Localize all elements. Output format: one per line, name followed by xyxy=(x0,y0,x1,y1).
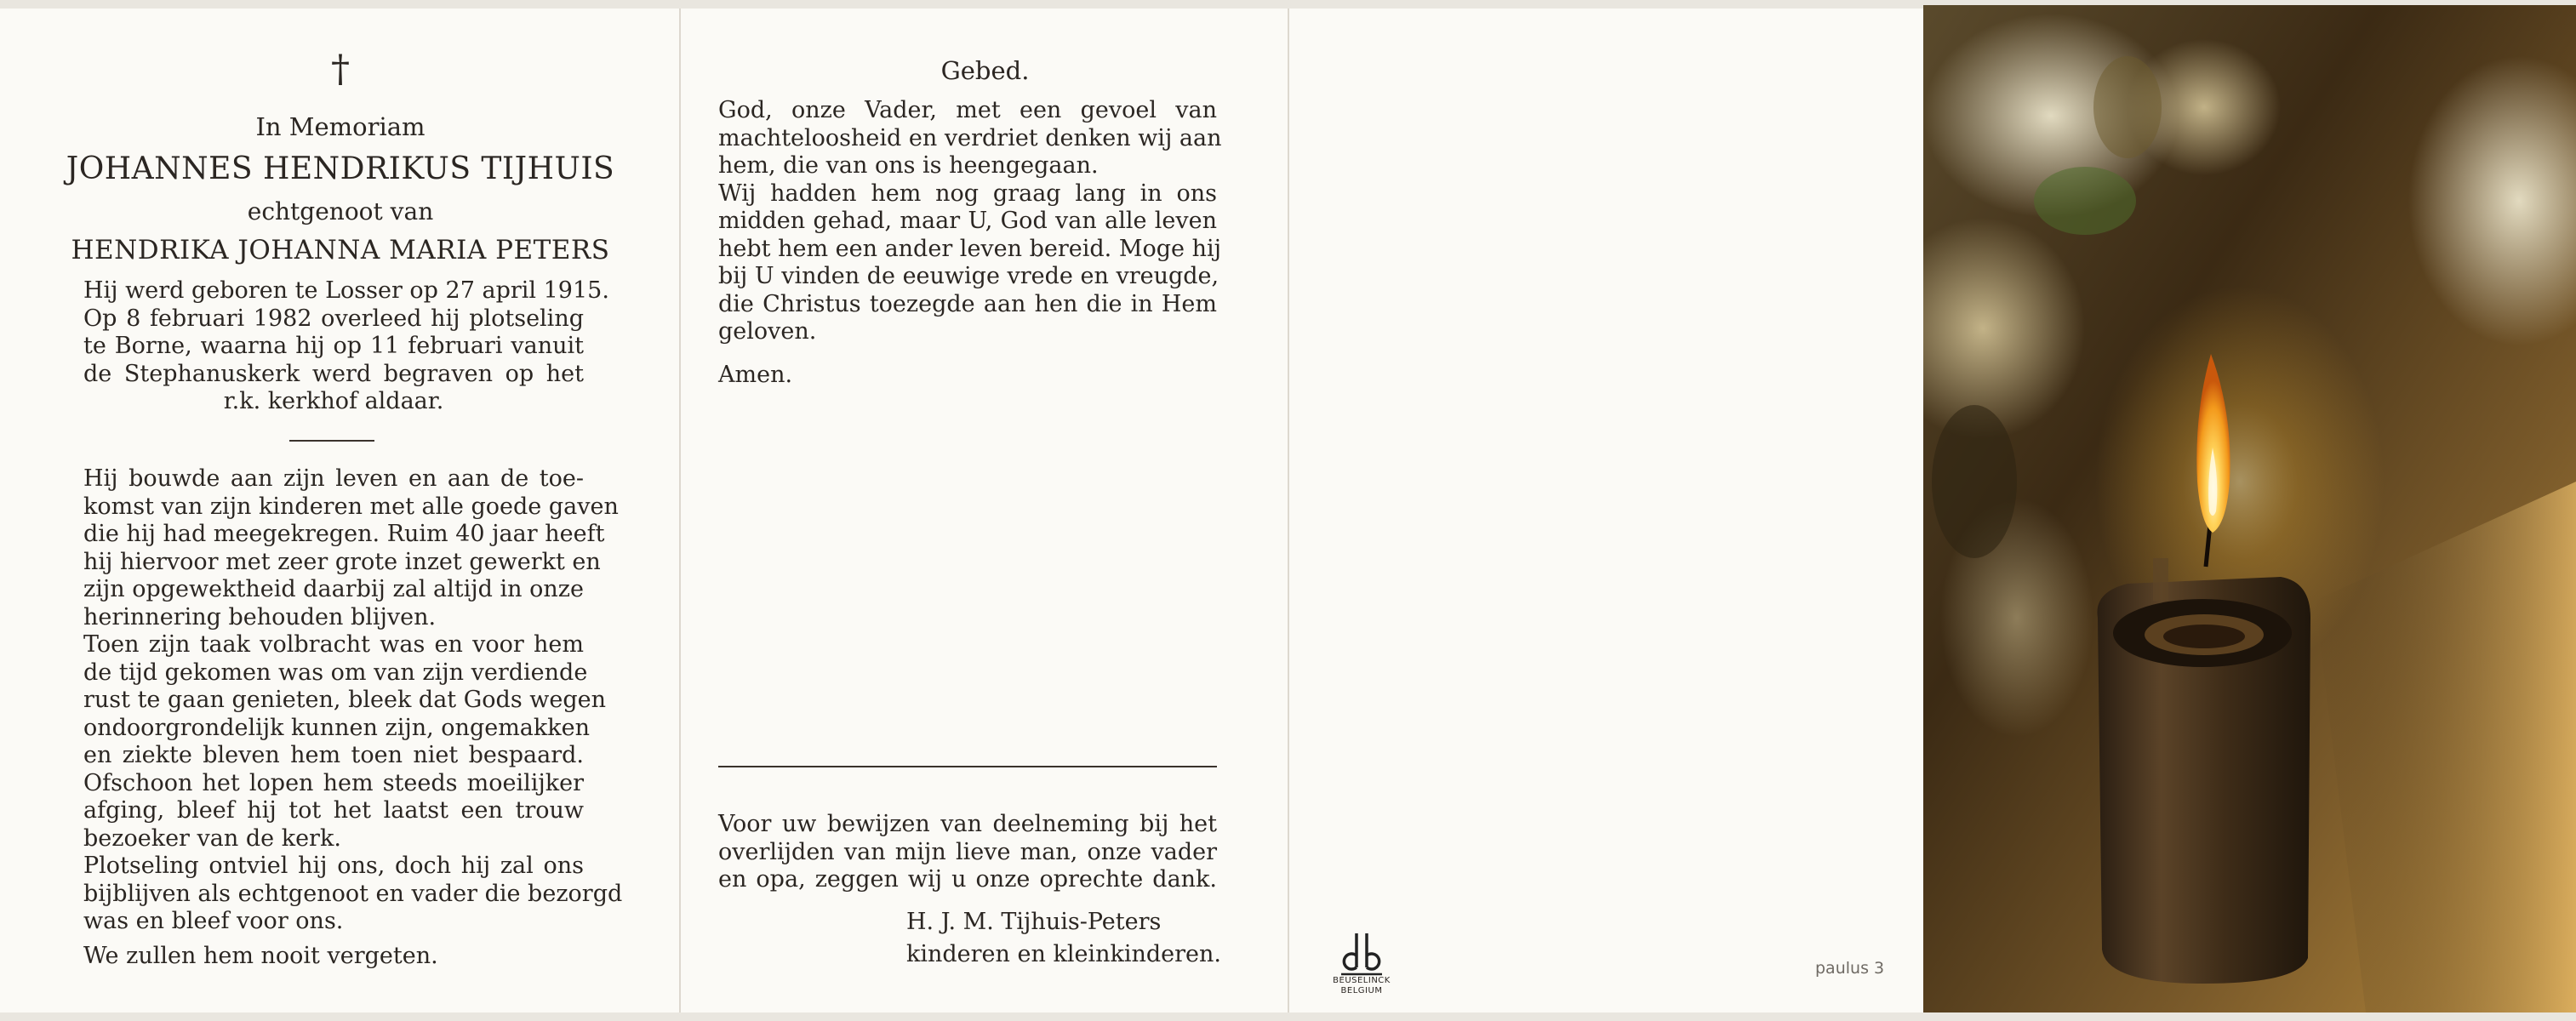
bio-line: Op 8 februari 1982 overleed hij plotseling xyxy=(83,305,584,332)
prayer-line: machteloosheid en verdriet denken wij aan xyxy=(718,124,1222,151)
tribute-line: die hij had meegekregen. Ruim 40 jaar heeft xyxy=(83,521,605,547)
amen-line: Amen. xyxy=(718,362,793,388)
section-divider xyxy=(289,440,374,442)
publisher-country: BELGIUM xyxy=(1340,986,1383,995)
signature-family: kinderen en kleinkinderen. xyxy=(906,941,1221,967)
prayer-panel xyxy=(681,9,1289,1012)
publisher-logo-icon xyxy=(1336,930,1387,981)
in-memoriam-heading: In Memoriam xyxy=(255,112,426,141)
tribute-line: was en bleef voor ons. xyxy=(83,908,344,934)
bio-line: Hij werd geboren te Losser op 27 april 1915. xyxy=(83,277,609,304)
prayer-line: hebt hem een ander leven bereid. Moge hij xyxy=(718,235,1221,262)
prayer-line: geloven. xyxy=(718,318,817,345)
prayer-line: hem, die van ons is heengegaan. xyxy=(718,152,1099,179)
section-divider xyxy=(718,766,1217,767)
back-panel xyxy=(1289,9,1923,1012)
tribute-line: Plotseling ontviel hij ons, doch hij zal ons xyxy=(83,853,584,879)
prayer-title: Gebed. xyxy=(940,56,1030,85)
candle-flame-photo xyxy=(1923,5,2576,1012)
prayer-paragraph xyxy=(718,97,1222,346)
spouse-label: echtgenoot van xyxy=(247,197,434,225)
prayer-line: God, onze Vader, met een gevoel van xyxy=(718,97,1217,123)
bio-line: de Stephanuskerk werd begraven op het xyxy=(83,360,584,387)
tribute-line: Toen zijn taak volbracht was en voor hem xyxy=(83,631,584,658)
closing-line: We zullen hem nooit vergeten. xyxy=(83,943,438,969)
tribute-line: herinnering behouden blijven. xyxy=(83,603,437,630)
tribute-line: de tijd gekomen was om van zijn verdiende xyxy=(83,659,588,686)
tribute-paragraph xyxy=(83,465,623,936)
tribute-line: rust te gaan genieten, bleek dat Gods wegen xyxy=(83,687,607,713)
prayer-line: midden gehad, maar U, God van alle leven xyxy=(718,208,1217,234)
cross-icon: † xyxy=(331,48,350,91)
thanks-paragraph xyxy=(718,811,1217,894)
series-label: paulus 3 xyxy=(1815,959,1885,978)
prayer-line: Wij hadden hem nog graag lang in ons xyxy=(718,180,1217,207)
tribute-line: en ziekte bleven hem toen niet bespaard. xyxy=(83,742,584,768)
tribute-line: bijblijven als echtgenoot en vader die bezorgd xyxy=(83,880,623,907)
spouse-name: HENDRIKA JOHANNA MARIA PETERS xyxy=(71,235,610,265)
prayer-line: bij U vinden de eeuwige vrede en vreugde, xyxy=(718,263,1219,289)
memorial-panel xyxy=(0,9,681,1012)
tribute-line: afging, bleef hij tot het laatst een trouw xyxy=(83,797,584,824)
thanks-line: overlijden van mijn lieve man, onze vader xyxy=(718,838,1217,865)
bio-line: r.k. kerkhof aldaar. xyxy=(223,388,444,414)
tribute-line: Ofschoon het lopen hem steeds moeilijker xyxy=(83,769,584,796)
candle-photo xyxy=(1923,5,2576,1012)
signature-name: H. J. M. Tijhuis-Peters xyxy=(906,909,1162,935)
biography-paragraph xyxy=(83,277,609,416)
tribute-line: komst van zijn kinderen met alle goede gaven xyxy=(83,493,619,520)
thanks-line: Voor uw bewijzen van deelneming bij het xyxy=(718,811,1217,837)
tribute-line: Hij bouwde aan zijn leven en aan de toe- xyxy=(83,465,584,492)
tribute-line: hij hiervoor met zeer grote inzet gewerkt en xyxy=(83,548,601,575)
tribute-line: ondoorgrondelijk kunnen zijn, ongemakken xyxy=(83,714,590,741)
tribute-line: zijn opgewektheid daarbij zal altijd in onze xyxy=(83,576,584,602)
prayer-line: die Christus toezegde aan hen die in Hem xyxy=(718,290,1217,317)
bio-line: te Borne, waarna hij op 11 februari vanuit xyxy=(83,333,584,359)
tribute-line: bezoeker van de kerk. xyxy=(83,824,341,852)
thanks-line: en opa, zeggen wij u onze oprechte dank. xyxy=(718,866,1217,893)
publisher-name: BEUSELINCK xyxy=(1333,976,1391,985)
deceased-name: JOHANNES HENDRIKUS TIJHUIS xyxy=(66,151,615,186)
